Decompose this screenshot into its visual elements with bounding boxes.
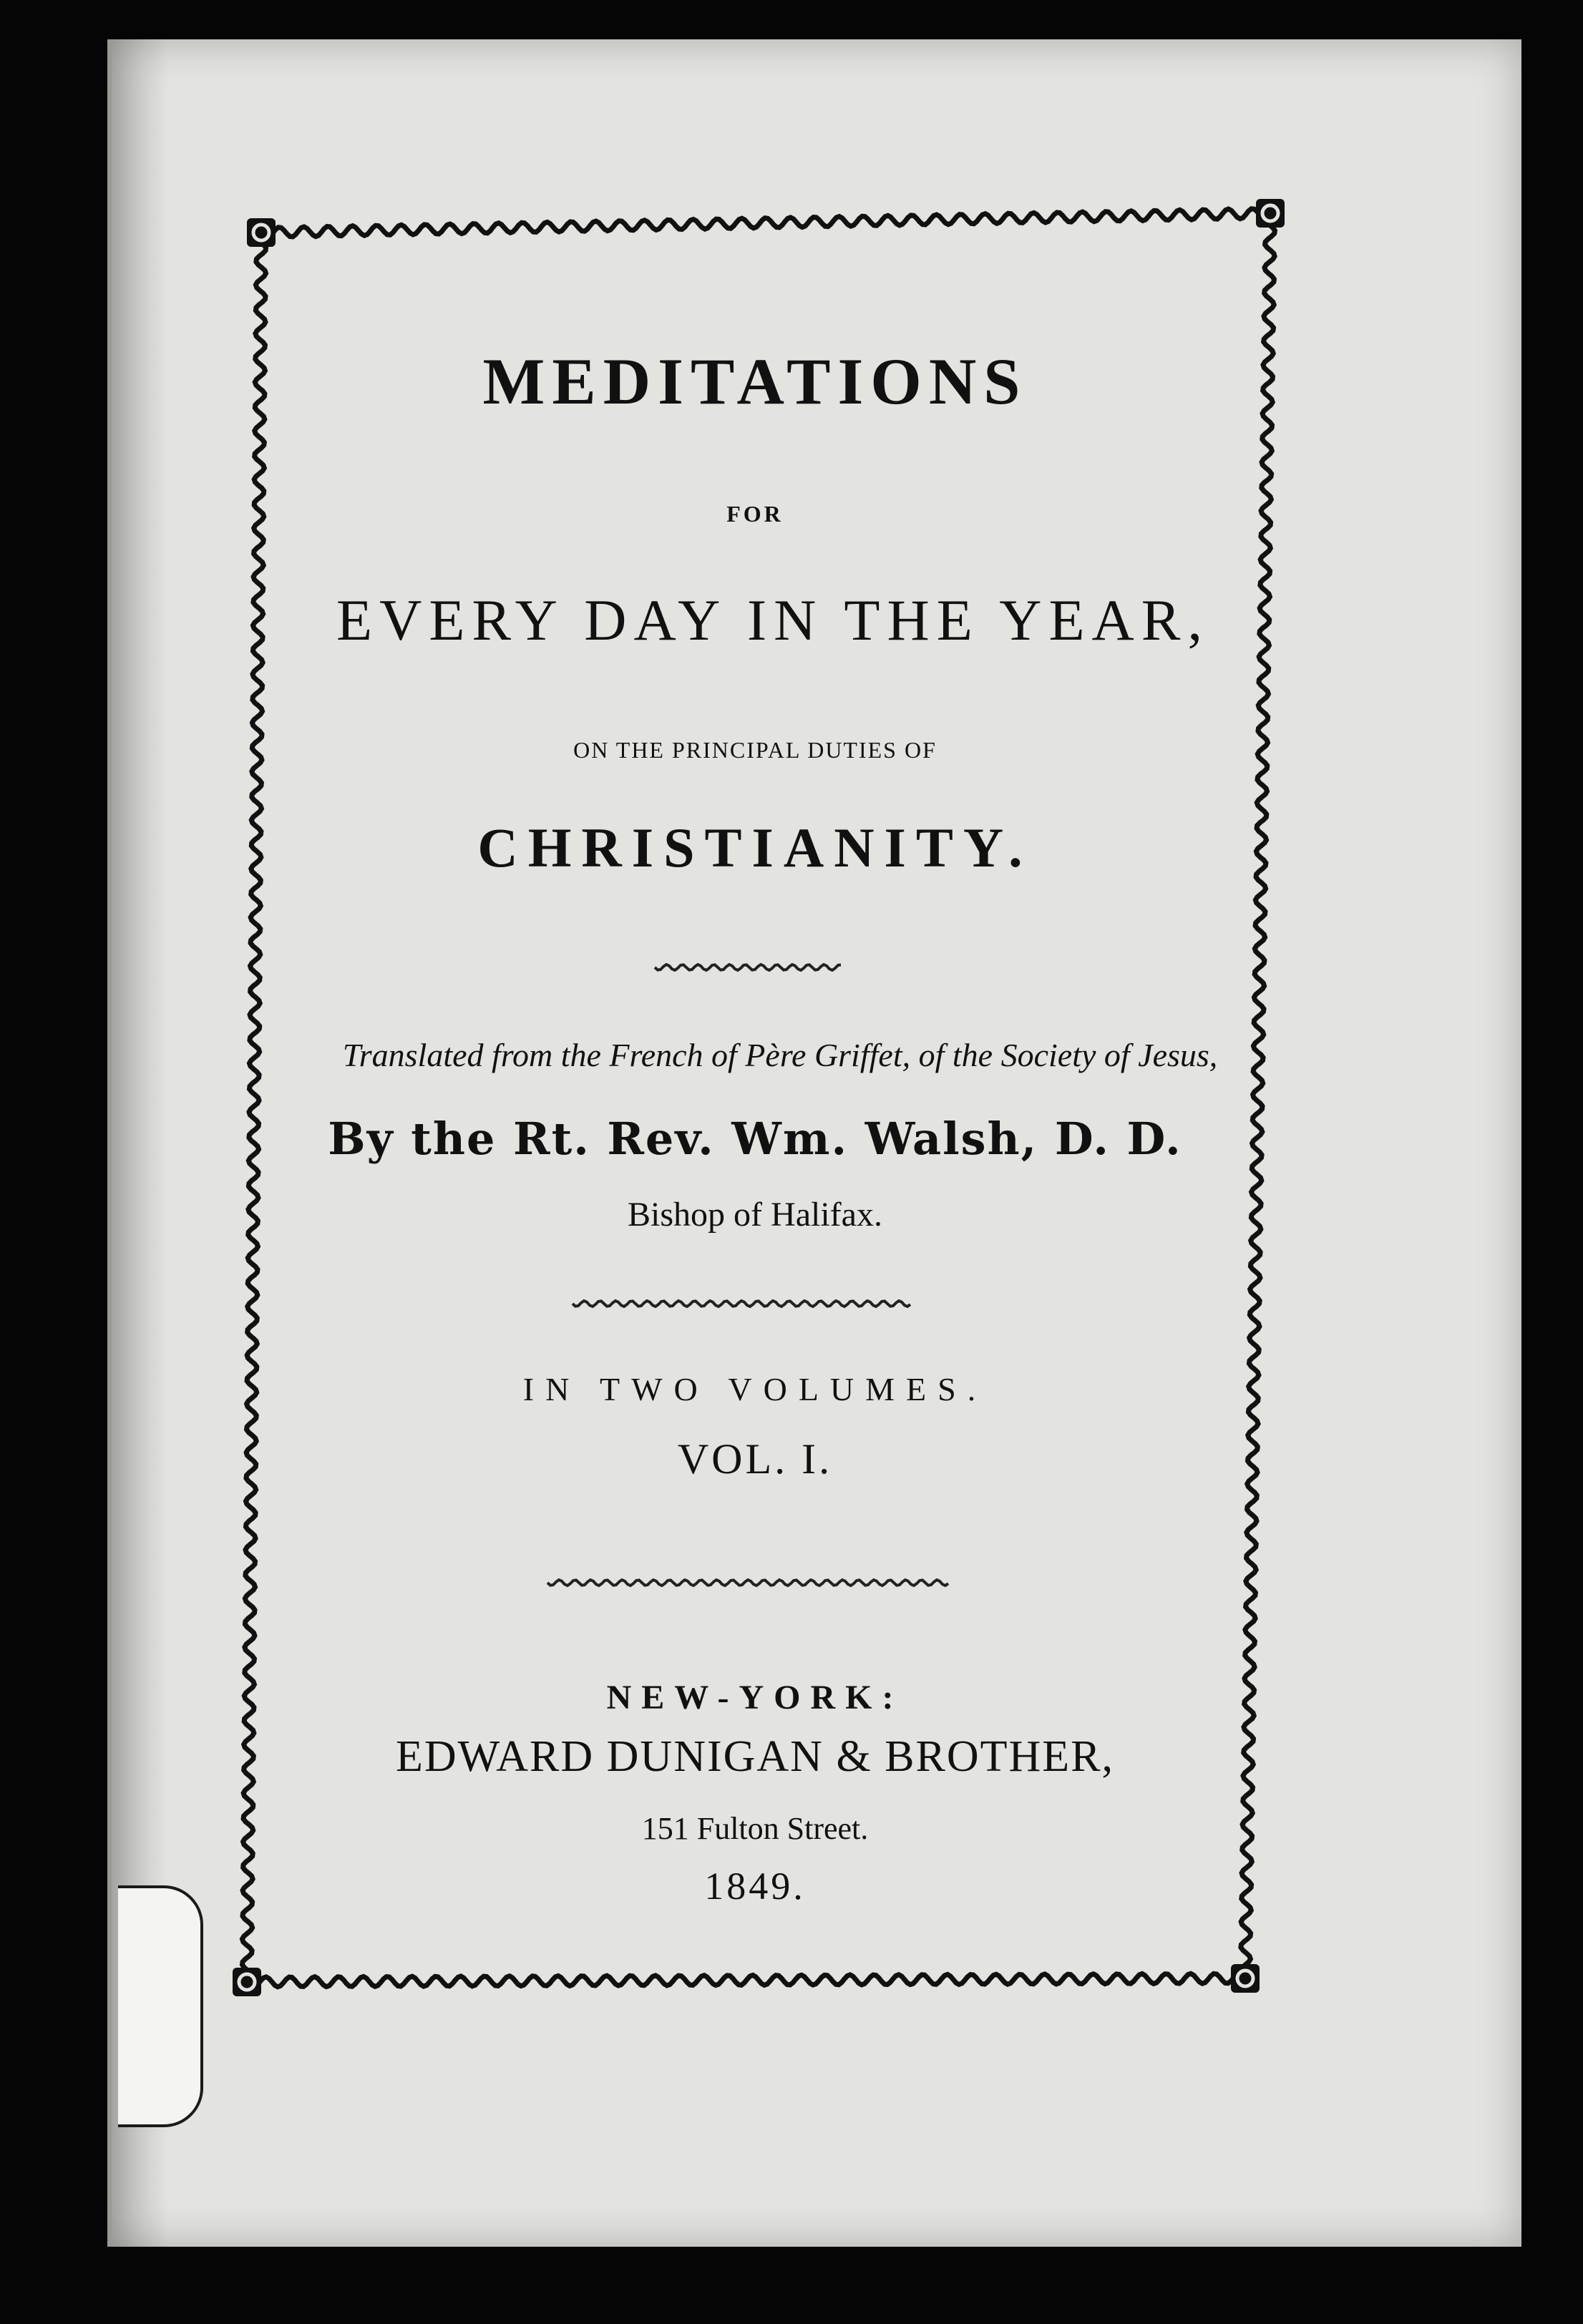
volumes-note: IN TWO VOLUMES. xyxy=(522,1371,988,1407)
subtitle-christianity: CHRISTIANITY. xyxy=(477,816,1033,879)
corner-ornament-3 xyxy=(1231,1964,1260,1993)
ornamental-rule-1 xyxy=(655,965,841,970)
ornamental-rule-2 xyxy=(573,1301,910,1307)
corner-ornament-1 xyxy=(247,218,276,247)
corner-ornament-4 xyxy=(233,1968,261,1996)
border-side-1 xyxy=(261,209,1269,238)
imprint-address: 151 Fulton Street. xyxy=(641,1811,869,1846)
title: MEDITATIONS xyxy=(482,345,1028,418)
translator-title: Bishop of Halifax. xyxy=(628,1196,882,1234)
corner-ornament-2 xyxy=(1256,199,1285,228)
title-for: FOR xyxy=(726,501,784,527)
ornamental-rule-3 xyxy=(547,1580,948,1586)
translator-name: By the Rt. Rev. Wm. Walsh, D. D. xyxy=(328,1113,1182,1165)
subtitle-every-day: EVERY DAY IN THE YEAR, xyxy=(336,587,1209,653)
volume-number: VOL. I. xyxy=(677,1435,833,1483)
border-side-3 xyxy=(249,1973,1245,1987)
subtitle-principal-duties: ON THE PRINCIPAL DUTIES OF xyxy=(573,737,937,763)
imprint-year: 1849. xyxy=(704,1865,806,1908)
border-side-4 xyxy=(243,233,266,1982)
imprint-publisher: EDWARD DUNIGAN & BROTHER, xyxy=(395,1732,1115,1781)
translation-note: Translated from the French of Père Griffet, of the Society of Jesus, xyxy=(342,1037,1218,1073)
imprint-city: NEW-YORK: xyxy=(606,1679,904,1717)
